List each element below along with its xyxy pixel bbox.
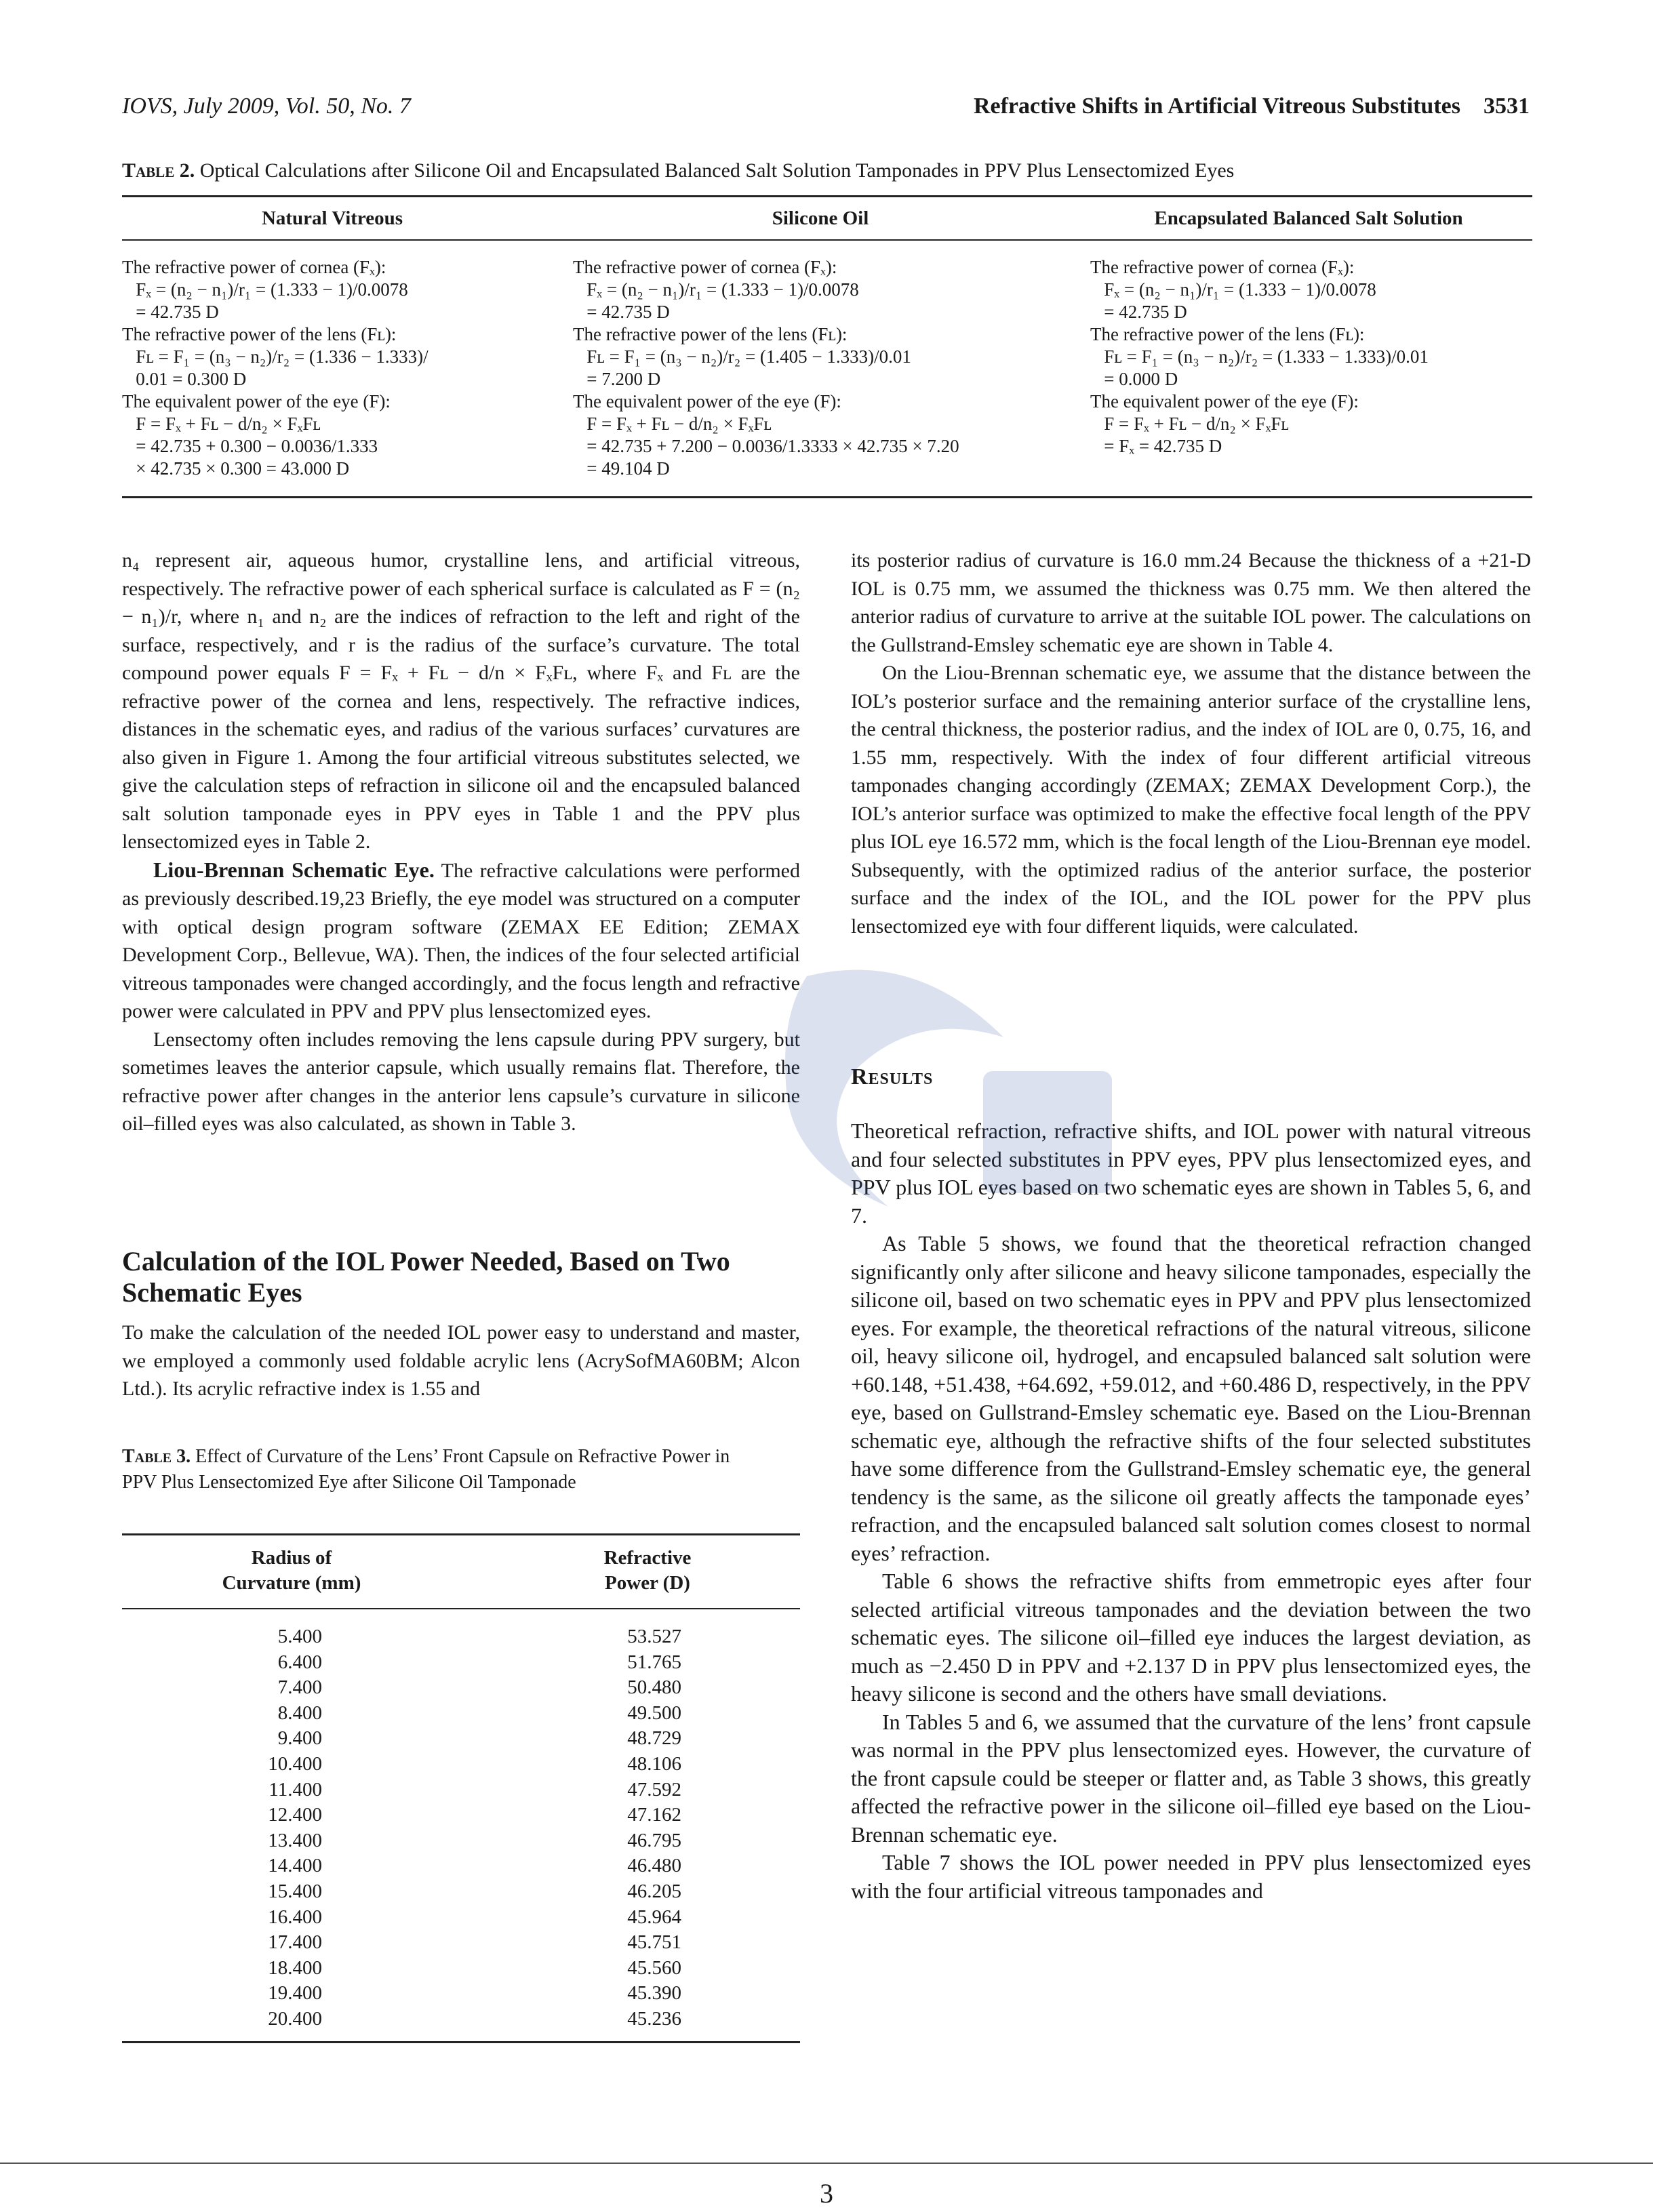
table3-power-cell: 51.765 (627, 1651, 681, 1673)
table3-radius-cell: 16.400 (268, 1906, 322, 1928)
table2-caption (122, 159, 1532, 182)
table3-radius-cell: 12.400 (268, 1804, 322, 1826)
table2-bottom-rule (122, 496, 1532, 498)
page-number-bottom: 3 (820, 2178, 833, 2209)
table3-radius-cell: 20.400 (268, 2008, 322, 2030)
right-paragraph-3: Theoretical refraction, refractive shifts, and IOL power with natural vitreous and four selected substitutes in PPV eyes, PPV plus lensectomized eyes, and PPV plus IOL eyes based on two schematic eyes are shown in Tables 5, 6, and 7. (851, 1119, 1531, 1228)
table3-power-cell: 45.390 (627, 1982, 681, 2005)
table3-colhead-radius: Radius of Curvature (mm) (222, 1547, 361, 1594)
run-in-heading-liou-brennan: Liou-Brennan Schematic Eye. (153, 857, 435, 882)
table3-radius-cell: 8.400 (277, 1702, 322, 1724)
table3-power-cell: 48.106 (627, 1753, 681, 1775)
right-paragraph-2: On the Liou-Brennan schematic eye, we assume that the distance between the IOL’s posterior surface and the remaining anterior surface of the crystalline lens, the central thickness, the posterior radius, and the index of IOL are 0, 0.75, 16, and 1.55 mm, respectively. With the index of four different artificial vitreous tamponades changing accordingly (ZEMAX; ZEMAX Development Corp.), the IOL’s anterior surface was optimized to make the effective focal length of the PPV plus IOL eye 16.572 mm, which is the focal length of the Liou-Brennan eye model. Subsequently, with the optimized radius of the anterior surface, the posterior surface and the index of the IOL, and the IOL power for the PPV plus lensectomized eye with four different liquids, were calculated. (851, 662, 1531, 938)
table3-power-cell: 46.205 (627, 1881, 681, 1902)
table3-power-cell: 47.592 (627, 1778, 681, 1801)
table2-head-rule (122, 239, 1532, 241)
footer-rule (0, 2163, 1653, 2164)
right-column-results (851, 1117, 1531, 1905)
table3-head-rule (122, 1608, 800, 1609)
table2-label: Table 2. (122, 159, 195, 182)
table3-radius-cell: 10.400 (268, 1753, 322, 1775)
watermark-logo (780, 936, 1132, 1234)
table3-power-cell: 53.527 (627, 1626, 681, 1647)
table2-col-natural: The refractive power of cornea (Fₓ): Fₓ = (n₂ − n₁)/r₁ = (1.333 − 1)/0.0078 = 42.735 D The refractive power of the lens (Fʟ): Fʟ = F₁ = (n₃ − n₂)/r₂ = (1.336 − 1.333)/ 0.01 = 0.300 D The equivalent power of the eye (F): F = Fₓ + Fʟ − d/n₂ × FₓFʟ = 42.735 + 0.300 − 0.0036/1.333 × 42.735 × 0.300 = 43.000 D (122, 257, 429, 479)
table3-radius-cell: 9.400 (277, 1727, 322, 1750)
right-paragraph-6: In Tables 5 and 6, we assumed that the curvature of the lens’ front capsule was normal in the PPV plus lensectomized eyes. However, the curvature of the front capsule could be steeper or flatter and, as Table 3 shows, this greatly affected the refractive power in the silicone oil–filled eye based on the Liou-Brennan schematic eye. (851, 1709, 1531, 1847)
table3-colhead-power: Refractive Power (D) (603, 1547, 692, 1594)
table3-power-cell: 49.500 (627, 1702, 681, 1724)
table3-power-cell: 48.729 (627, 1727, 681, 1750)
table3-radius-cell: 13.400 (268, 1829, 322, 1851)
table2-colhead-silicone: Silicone Oil (772, 207, 869, 229)
table3-caption-text: Effect of Curvature of the Lens’ Front Capsule on Refractive Power in PPV Plus Lensectomized Eye after Silicone Oil Tamponade (122, 1446, 730, 1493)
table3-power-cell: 45.964 (627, 1906, 681, 1928)
table3-bottom-rule (122, 2041, 800, 2043)
table3-radius-cell: 18.400 (268, 1956, 322, 1979)
table2-colhead-natural: Natural Vitreous (261, 207, 403, 229)
running-header-title (974, 94, 1530, 119)
table2-col-silicone: The refractive power of cornea (Fₓ): Fₓ = (n₂ − n₁)/r₁ = (1.333 − 1)/0.0078 = 42.735 D The refractive power of the lens (Fʟ): Fʟ = F₁ = (n₃ − n₂)/r₂ = (1.405 − 1.333)/0.01 = 7.200 D The equivalent power of the eye (F): F = Fₓ + Fʟ − d/n₂ × FₓFʟ = 42.735 + 7.200 − 0.0036/1.3333 × 42.735 × 7.20 = 49.104 D (573, 257, 959, 479)
right-paragraph-4: As Table 5 shows, we found that the theoretical refraction changed significantly only after silicone and heavy silicone tamponades, especially the silicone oil, based on two schematic eyes in PPV and PPV plus lensectomized eyes. For example, the theoretical refractions of the natural vitreous, silicone oil, heavy silicone oil, hydrogel, and encapsuled balanced salt solution were +60.148, +51.438, +64.692, +59.012, and +60.486 D, respectively, in the PPV eye, based on Gullstrand-Emsley schematic eye. Based on the Liou-Brennan schematic eye, although the refractive shifts of the four selected substitutes have some difference from the Gullstrand-Emsley schematic eye, the general tendency is the same, as the silicone oil greatly affects the tamponade eyes’ refraction, and the encapsuled balanced salt solution comes closest to normal eyes’ refraction. (851, 1231, 1531, 1565)
watermark-swoosh (785, 970, 1003, 1207)
table2-top-rule (122, 195, 1532, 197)
table3-power-cell: 47.162 (627, 1804, 681, 1826)
right-paragraph-1: its posterior radius of curvature is 16.0 mm.24 Because the thickness of a +21-D IOL is 0.75 mm, we assumed the thickness was 0.75 mm. We then altered the anterior radius of curvature to arrive at the suitable IOL power. The calculations on the Gullstrand-Emsley schematic eye are shown in Table 4. (851, 549, 1531, 656)
table3-power-cell: 46.480 (627, 1855, 681, 1877)
left-column (122, 546, 800, 1138)
table3-caption (122, 1444, 746, 1495)
table3-radius-cell: 5.400 (277, 1626, 322, 1647)
table3-power-cell: 45.751 (627, 1931, 681, 1954)
table2-colhead-ebss: Encapsulated Balanced Salt Solution (1154, 207, 1463, 229)
section-heading-iol-power: Calculation of the IOL Power Needed, Based on Two Schematic Eyes (122, 1246, 730, 1308)
watermark-block (983, 1071, 1112, 1193)
right-paragraph-5: Table 6 shows the refractive shifts from emmetropic eyes after four selected artificial vitreous tamponades and the deviation between the two schematic eyes. The silicone oil–filled eye induces the largest deviation, as much as −2.450 D in PPV and +2.137 D in PPV plus lensectomized eyes, the heavy silicone is second and the others have small deviations. (851, 1569, 1531, 1706)
table3-power-cell: 50.480 (627, 1676, 681, 1699)
left-paragraph-1: n₄ represent air, aqueous humor, crystalline lens, and artificial vitreous, respectively. The refractive power of each spherical surface is calculated as F = (n₂ − n₁)/r, where n₁ and n₂ are the indices of refraction to the left and right of the surface, respectively, and r is the radius of the surface’s curvature. The total compound power equals F = Fₓ + Fʟ − d/n × FₓFʟ, where Fₓ and Fʟ are the refractive power of the cornea and lens, respectively. The refractive indices, distances in the schematic eyes, and radius of the various surfaces’ curvatures are also given in Figure 1. Among the four artificial vitreous substitutes selected, we give the calculation steps of refraction in silicone oil and the encapsuled balanced salt solution tamponade eyes in PPV eyes in Table 1 and the PPV plus lensectomized eyes in Table 2. (122, 549, 800, 853)
table3-power-cell: 45.560 (627, 1956, 681, 1979)
article-short-title: Refractive Shifts in Artificial Vitreous Substitutes (973, 94, 1460, 119)
table3-power-cell: 45.236 (627, 2008, 681, 2030)
right-paragraph-7: Table 7 shows the IOL power needed in PPV plus lensectomized eyes with the four artificial vitreous tamponades and (851, 1850, 1531, 1903)
table3-radius-cell: 11.400 (268, 1778, 322, 1801)
left-paragraph-3: Lensectomy often includes removing the lens capsule during PPV surgery, but sometimes leaves the anterior capsule, which usually remains flat. Therefore, the refractive power after changes in the anterior lens capsule’s curvature in silicone oil–filled eyes was also calculated, as shown in Table 3. (122, 1028, 800, 1135)
left-paragraph-2: Liou-Brennan Schematic Eye. The refractive calculations were performed as previously described.19,23 Briefly, the eye model was structured on a computer with optical design program software (ZEMAX EE Edition; ZEMAX Development Corp., Bellevue, WA). Then, the indices of the four selected artificial vitreous tamponades were changed accordingly, and the focus length and refractive power were calculated in PPV and PPV plus lensectomized eyes. (122, 857, 800, 1022)
page-number-top: 3531 (1483, 94, 1530, 119)
results-heading: Results (851, 1064, 934, 1089)
table3-radius-cell: 7.400 (277, 1676, 322, 1699)
right-column-top (851, 546, 1531, 940)
table2-caption-text: Optical Calculations after Silicone Oil and Encapsulated Balanced Salt Solution Tamponades in PPV Plus Lensectomized Eyes (199, 159, 1235, 182)
table3-top-rule (122, 1533, 800, 1535)
table3-power-cell: 46.795 (627, 1829, 681, 1851)
table3-radius-cell: 6.400 (277, 1651, 322, 1673)
table3-radius-cell: 17.400 (268, 1931, 322, 1954)
table3-radius-cell: 19.400 (268, 1982, 322, 2005)
table2-col-ebss: The refractive power of cornea (Fₓ): Fₓ = (n₂ − n₁)/r₁ = (1.333 − 1)/0.0078 = 42.735 D The refractive power of the lens (Fʟ): Fʟ = F₁ = (n₃ − n₂)/r₂ = (1.333 − 1.333)/0.01 = 0.000 D The equivalent power of the eye (F): F = Fₓ + Fʟ − d/n₂ × FₓFʟ = Fₓ = 42.735 D (1090, 257, 1429, 456)
running-header-journal: IOVS, July 2009, Vol. 50, No. 7 (122, 94, 411, 119)
table3-radius-cell: 15.400 (268, 1881, 322, 1902)
table3-label: Table 3. (122, 1446, 191, 1467)
left-paragraph-4: To make the calculation of the needed IOL power easy to understand and master, we employed a commonly used foldable acrylic lens (AcrySofMA60BM; Alcon Ltd.). Its acrylic refractive index is 1.55 and (122, 1321, 800, 1400)
table3-radius-cell: 14.400 (268, 1855, 322, 1877)
